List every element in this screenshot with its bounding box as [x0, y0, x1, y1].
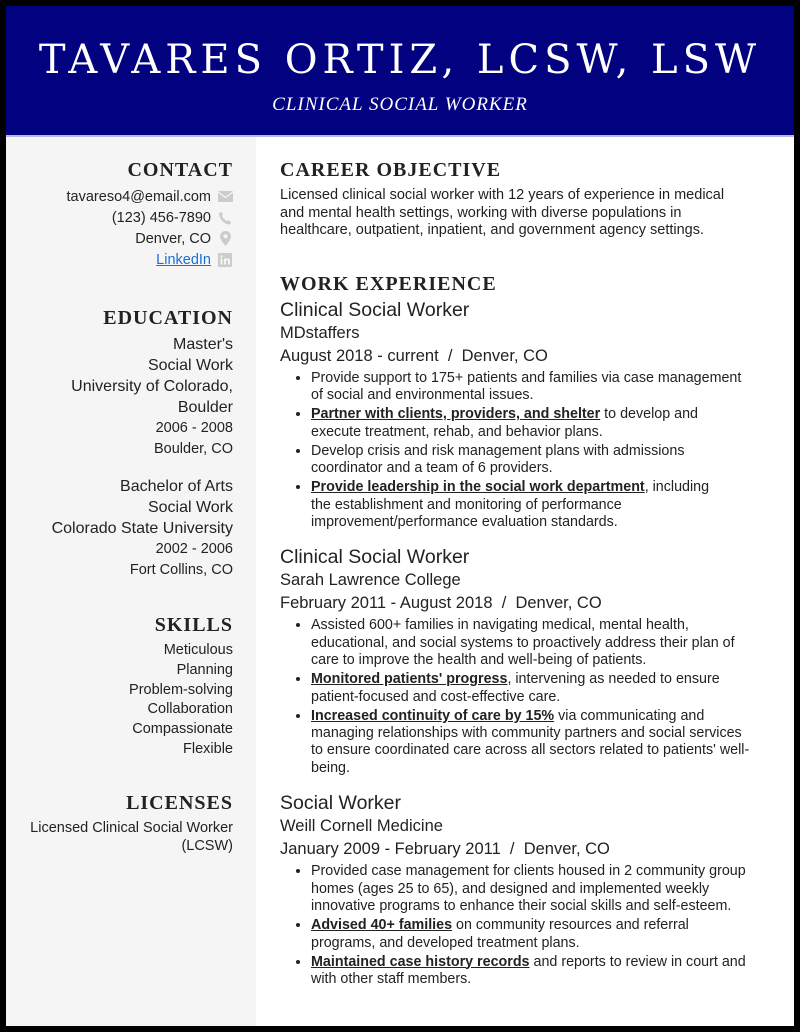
job-date-location: [280, 592, 780, 615]
licenses-section: [23, 792, 233, 855]
field: Social Work: [147, 499, 233, 516]
degree: Bachelor of Arts: [120, 478, 233, 495]
contact-email: [67, 186, 233, 207]
phone-icon: [217, 210, 233, 226]
phone-text: (123) 456-7890: [111, 209, 211, 226]
bullet-item: [311, 671, 751, 706]
bullet-text: and reports to review in court and with other staff members.: [311, 953, 746, 987]
bullet-highlight: Increased continuity of care by 15%: [311, 707, 555, 724]
separator: /: [509, 840, 515, 859]
bullet-highlight: Maintained case history records: [311, 953, 530, 970]
skill-item: Planning: [176, 661, 233, 678]
contact-location: [67, 228, 233, 249]
job-title: Social Worker: [280, 792, 402, 815]
bullet-text: via communicating and managing relationships with community partners and social services to ensure coordinated care across all sectors related to patients' well-being.: [311, 707, 750, 776]
location: Boulder, CO: [154, 441, 233, 457]
map-pin-icon: [217, 231, 233, 247]
bullet-highlight: Provide leadership in the social work department: [311, 479, 645, 496]
candidate-title: CLINICAL SOCIAL WORKER: [272, 94, 528, 115]
linkedin-icon: [217, 252, 233, 268]
job-dates: January 2009 - February 2011: [280, 840, 501, 859]
job-company: Weill Cornell Medicine: [280, 817, 443, 836]
job-location: Denver, CO: [523, 840, 610, 859]
school: Colorado State University: [51, 520, 233, 537]
job-dates: February 2011 - August 2018: [280, 594, 493, 613]
degree: Master's: [173, 336, 233, 353]
objective-heading: CAREER OBJECTIVE: [280, 159, 502, 181]
separator: /: [447, 347, 453, 365]
job-date-location: [280, 838, 780, 861]
bullet-item: [311, 479, 751, 531]
school: University of Colorado, Boulder: [71, 378, 233, 416]
bullet-text: Provide support to 175+ patients and families via case management of social and environmental issues.: [311, 370, 742, 404]
job-bullets: [280, 863, 751, 988]
bullet-text: Develop crisis and risk management plans with admissions coordinator and a team of 6 providers.: [311, 442, 685, 477]
skills-heading: SKILLS: [154, 614, 233, 636]
bullet-item: [311, 708, 751, 778]
bullet-text: , including the establishment and monitoring of performance improvement/performance evaluation standards.: [311, 479, 710, 531]
job-location: Denver, CO: [461, 347, 548, 365]
bullet-highlight: Partner with clients, providers, and shelter: [311, 406, 601, 423]
field: Social Work: [147, 357, 233, 374]
main-content: [256, 137, 794, 1026]
job-entry: [280, 791, 780, 988]
job-title: Clinical Social Worker: [280, 299, 470, 321]
contact-linkedin[interactable]: [67, 249, 233, 270]
bullet-text: on community resources and referral programs, and developed treatment plans.: [311, 917, 689, 951]
bullet-highlight: Advised 40+ families: [311, 917, 453, 934]
education-heading: EDUCATION: [103, 307, 233, 329]
education-entry: [43, 334, 233, 460]
bullet-item: [311, 617, 751, 669]
license-item: Licensed Clinical Social Worker (LCSW): [30, 820, 233, 854]
objective-section: [280, 159, 780, 240]
skill-item: Compassionate: [132, 721, 233, 738]
skill-item: Problem-solving: [129, 681, 233, 698]
bullet-item: [311, 954, 751, 989]
job-bullets: [280, 370, 751, 531]
job-company: Sarah Lawrence College: [280, 571, 461, 590]
bullet-text: Provided case management for clients housed in 2 community group homes (ages 25 to 65), and designed and implemented weekly innovative programs to enhance their social skills and self-esteem.: [311, 863, 746, 915]
skills-section: [129, 614, 233, 760]
bullet-text: Assisted 600+ families in navigating medical, mental health, educational, and social systems to proactively address their plan of care to improve the health and well-being of patients.: [311, 617, 735, 669]
licenses-heading: LICENSES: [126, 792, 233, 814]
bullet-item: [311, 917, 751, 952]
bullet-item: [311, 370, 751, 405]
job-location: Denver, CO: [515, 594, 602, 613]
job-company: MDstaffers: [280, 324, 360, 342]
skill-item: Flexible: [183, 740, 233, 757]
linkedin-link[interactable]: LinkedIn: [156, 251, 211, 268]
candidate-name: TAVARES ORTIZ, LCSW, LSW: [38, 37, 762, 83]
experience-heading: WORK EXPERIENCE: [280, 273, 497, 295]
skill-item: Collaboration: [147, 701, 233, 718]
bullet-highlight: Monitored patients' progress: [311, 671, 508, 688]
separator: /: [501, 594, 507, 613]
education-section: [43, 307, 233, 581]
education-entry: [43, 476, 233, 581]
bullet-item: [311, 863, 751, 915]
contact-heading: CONTACT: [127, 159, 233, 181]
job-dates: August 2018 - current: [280, 347, 439, 365]
job-title: Clinical Social Worker: [280, 546, 470, 569]
experience-section: [280, 273, 780, 990]
job-entry: [280, 298, 780, 531]
objective-text: Licensed clinical social worker with 12 years of experience in medical and mental health settings, working with diverse populations in healthcare, outpatient, inpatient, and government agency settings.: [280, 187, 725, 238]
contact-section: [67, 159, 233, 270]
location: Fort Collins, CO: [129, 562, 233, 578]
skill-item: Meticulous: [163, 642, 233, 658]
bullet-item: [311, 443, 751, 478]
bullet-text: , intervening as needed to ensure patient-focused and cost-effective care.: [311, 671, 720, 705]
bullet-text: to develop and execute treatment, rehab, and behavior plans.: [311, 406, 698, 440]
resume-page: [6, 6, 794, 1026]
job-bullets: [280, 617, 751, 777]
bullet-item: [311, 406, 751, 441]
envelope-icon: [217, 189, 233, 205]
job-entry: [280, 545, 780, 777]
contact-phone: [67, 207, 233, 228]
years: 2006 - 2008: [155, 420, 233, 436]
job-date-location: [280, 345, 780, 368]
location-text: Denver, CO: [135, 230, 211, 247]
email-text: tavareso4@email.com: [66, 188, 211, 205]
sidebar: [6, 137, 256, 1026]
years: 2002 - 2006: [155, 541, 233, 557]
resume-header: [6, 6, 794, 137]
